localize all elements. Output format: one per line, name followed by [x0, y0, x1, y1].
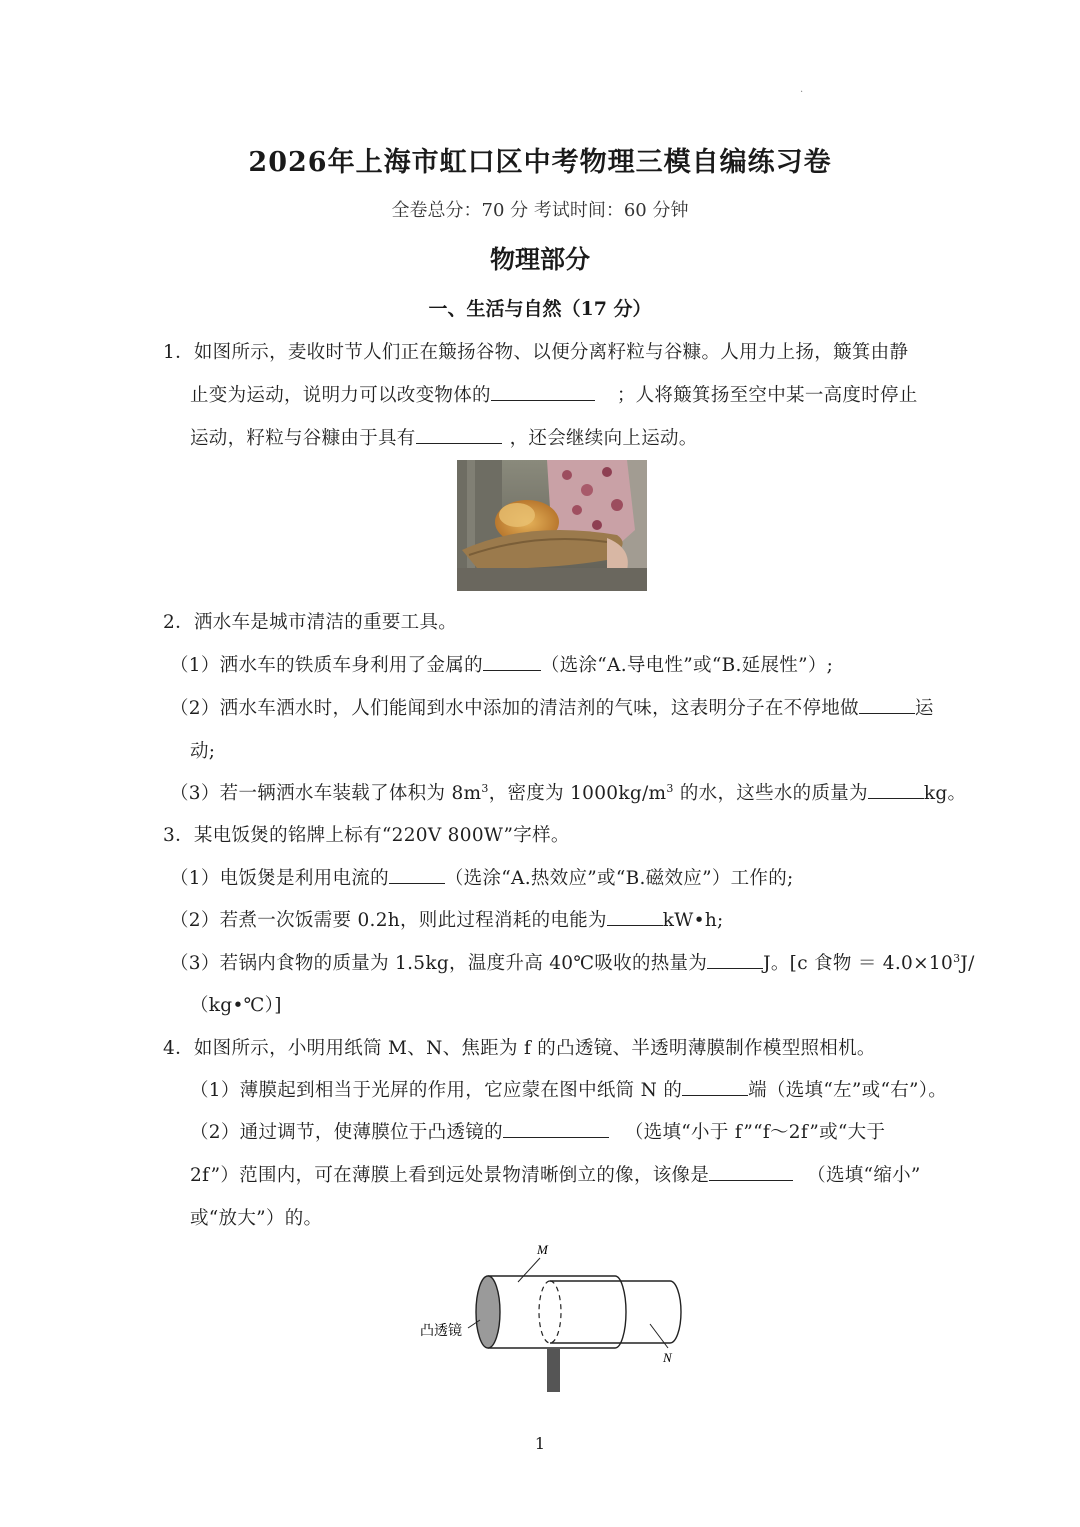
winnowing-photo — [457, 460, 647, 591]
section-heading: 一、生活与自然（17 分） — [428, 298, 652, 320]
page-title: 2026年上海市虹口区中考物理三模自编练习卷 — [248, 147, 832, 178]
q2-part-3: （3）若一辆洒水车装载了体积为 $8m^3$，密度为 $1000kg/m^3$ 的水，这些水的质量为 kg。 — [170, 781, 967, 804]
q1-blank-2[interactable] — [416, 425, 502, 444]
q1-line-3: 运动，籽粒与谷糠由于具有 ，还会继续向上运动。 — [190, 424, 698, 450]
tube-m-right-edge — [615, 1276, 626, 1348]
q3-blank-2[interactable] — [607, 907, 663, 926]
q1-blank-1[interactable] — [491, 382, 595, 401]
q3-part-3-cont: （kg•℃）] — [190, 995, 282, 1016]
n-leader-line — [650, 1324, 668, 1348]
q2-part-1: （1）洒水车的铁质车身利用了金属的 （选涂“A.导电性”或“B.延展性”）; — [170, 651, 833, 677]
q3-part-3: （3）若锅内食物的质量为 1.5kg，温度升高 40℃吸收的热量为 J。[c 食物 ＝ $4.0\times 10^3J/$ — [170, 951, 975, 974]
q3-part-1: （1）电饭煲是利用电流的 （选涂“A.热效应”或“B.磁效应”）工作的; — [170, 864, 794, 890]
q2-blank-2[interactable] — [859, 695, 915, 714]
tube-n-right-edge — [670, 1281, 681, 1343]
q3-stem: 3．某电饭煲的铭牌上标有“220V 800W”字样。 — [163, 825, 570, 846]
q1-line-2: 止变为运动，说明力可以改变物体的 ；人将簸箕扬至空中某一高度时停止 — [190, 381, 918, 407]
q1-line-1: 1．如图所示，麦收时节人们正在簸扬谷物、以便分离籽粒与谷糠。人用力上扬，簸箕由静 — [163, 342, 909, 363]
part-heading: 物理部分 — [489, 245, 590, 274]
q3-blank-1[interactable] — [389, 865, 445, 884]
tube-n-hidden-left — [539, 1281, 550, 1343]
q2-part-2-cont: 动; — [190, 741, 216, 762]
q3-blank-3[interactable] — [707, 950, 763, 969]
q4-part-2-cont: 2f”）范围内，可在薄膜上看到远处景物清晰倒立的像，该像是 （选填“缩小” — [190, 1161, 921, 1187]
label-m: M — [537, 1242, 548, 1257]
m-leader-line — [518, 1258, 540, 1282]
exam-info: 全卷总分：70 分 考试时间：60 分钟 — [391, 200, 689, 221]
label-n: N — [663, 1350, 672, 1365]
q2-stem: 2．洒水车是城市清洁的重要工具。 — [163, 612, 458, 633]
q2-blank-1[interactable] — [483, 652, 541, 671]
camera-model-figure — [410, 1238, 700, 1398]
q4-blank-2[interactable] — [503, 1119, 609, 1138]
q4-part-2-end: 或“放大”）的。 — [190, 1208, 323, 1229]
convex-lens-shape — [476, 1276, 500, 1348]
scan-dot: . — [800, 84, 804, 95]
page-number: 1 — [534, 1434, 546, 1453]
q4-stem: 4．如图所示，小明用纸筒 M、N、焦距为 f 的凸透镜、半透明薄膜制作模型照相机。 — [163, 1038, 876, 1059]
label-convex-lens: 凸透镜 — [420, 1323, 462, 1339]
q4-blank-3[interactable] — [709, 1162, 793, 1181]
q4-part-1: （1）薄膜起到相当于光屏的作用，它应蒙在图中纸筒 N 的 端（选填“左”或“右”）。 — [190, 1076, 947, 1102]
q2-part-2: （2）洒水车洒水时，人们能闻到水中添加的清洁剂的气味，这表明分子在不停地做 运 — [170, 694, 934, 720]
q2-blank-3[interactable] — [868, 780, 924, 799]
winnowing-image — [457, 460, 647, 591]
q4-part-2: （2）通过调节，使薄膜位于凸透镜的 （选填“小于 f”“f～2f”或“大于 — [190, 1118, 885, 1144]
stand — [547, 1348, 560, 1392]
q3-part-2: （2）若煮一次饭需要 0.2h，则此过程消耗的电能为 kW•h; — [170, 906, 724, 932]
tube-n-hidden-right — [550, 1281, 561, 1343]
q4-blank-1[interactable] — [682, 1077, 748, 1096]
